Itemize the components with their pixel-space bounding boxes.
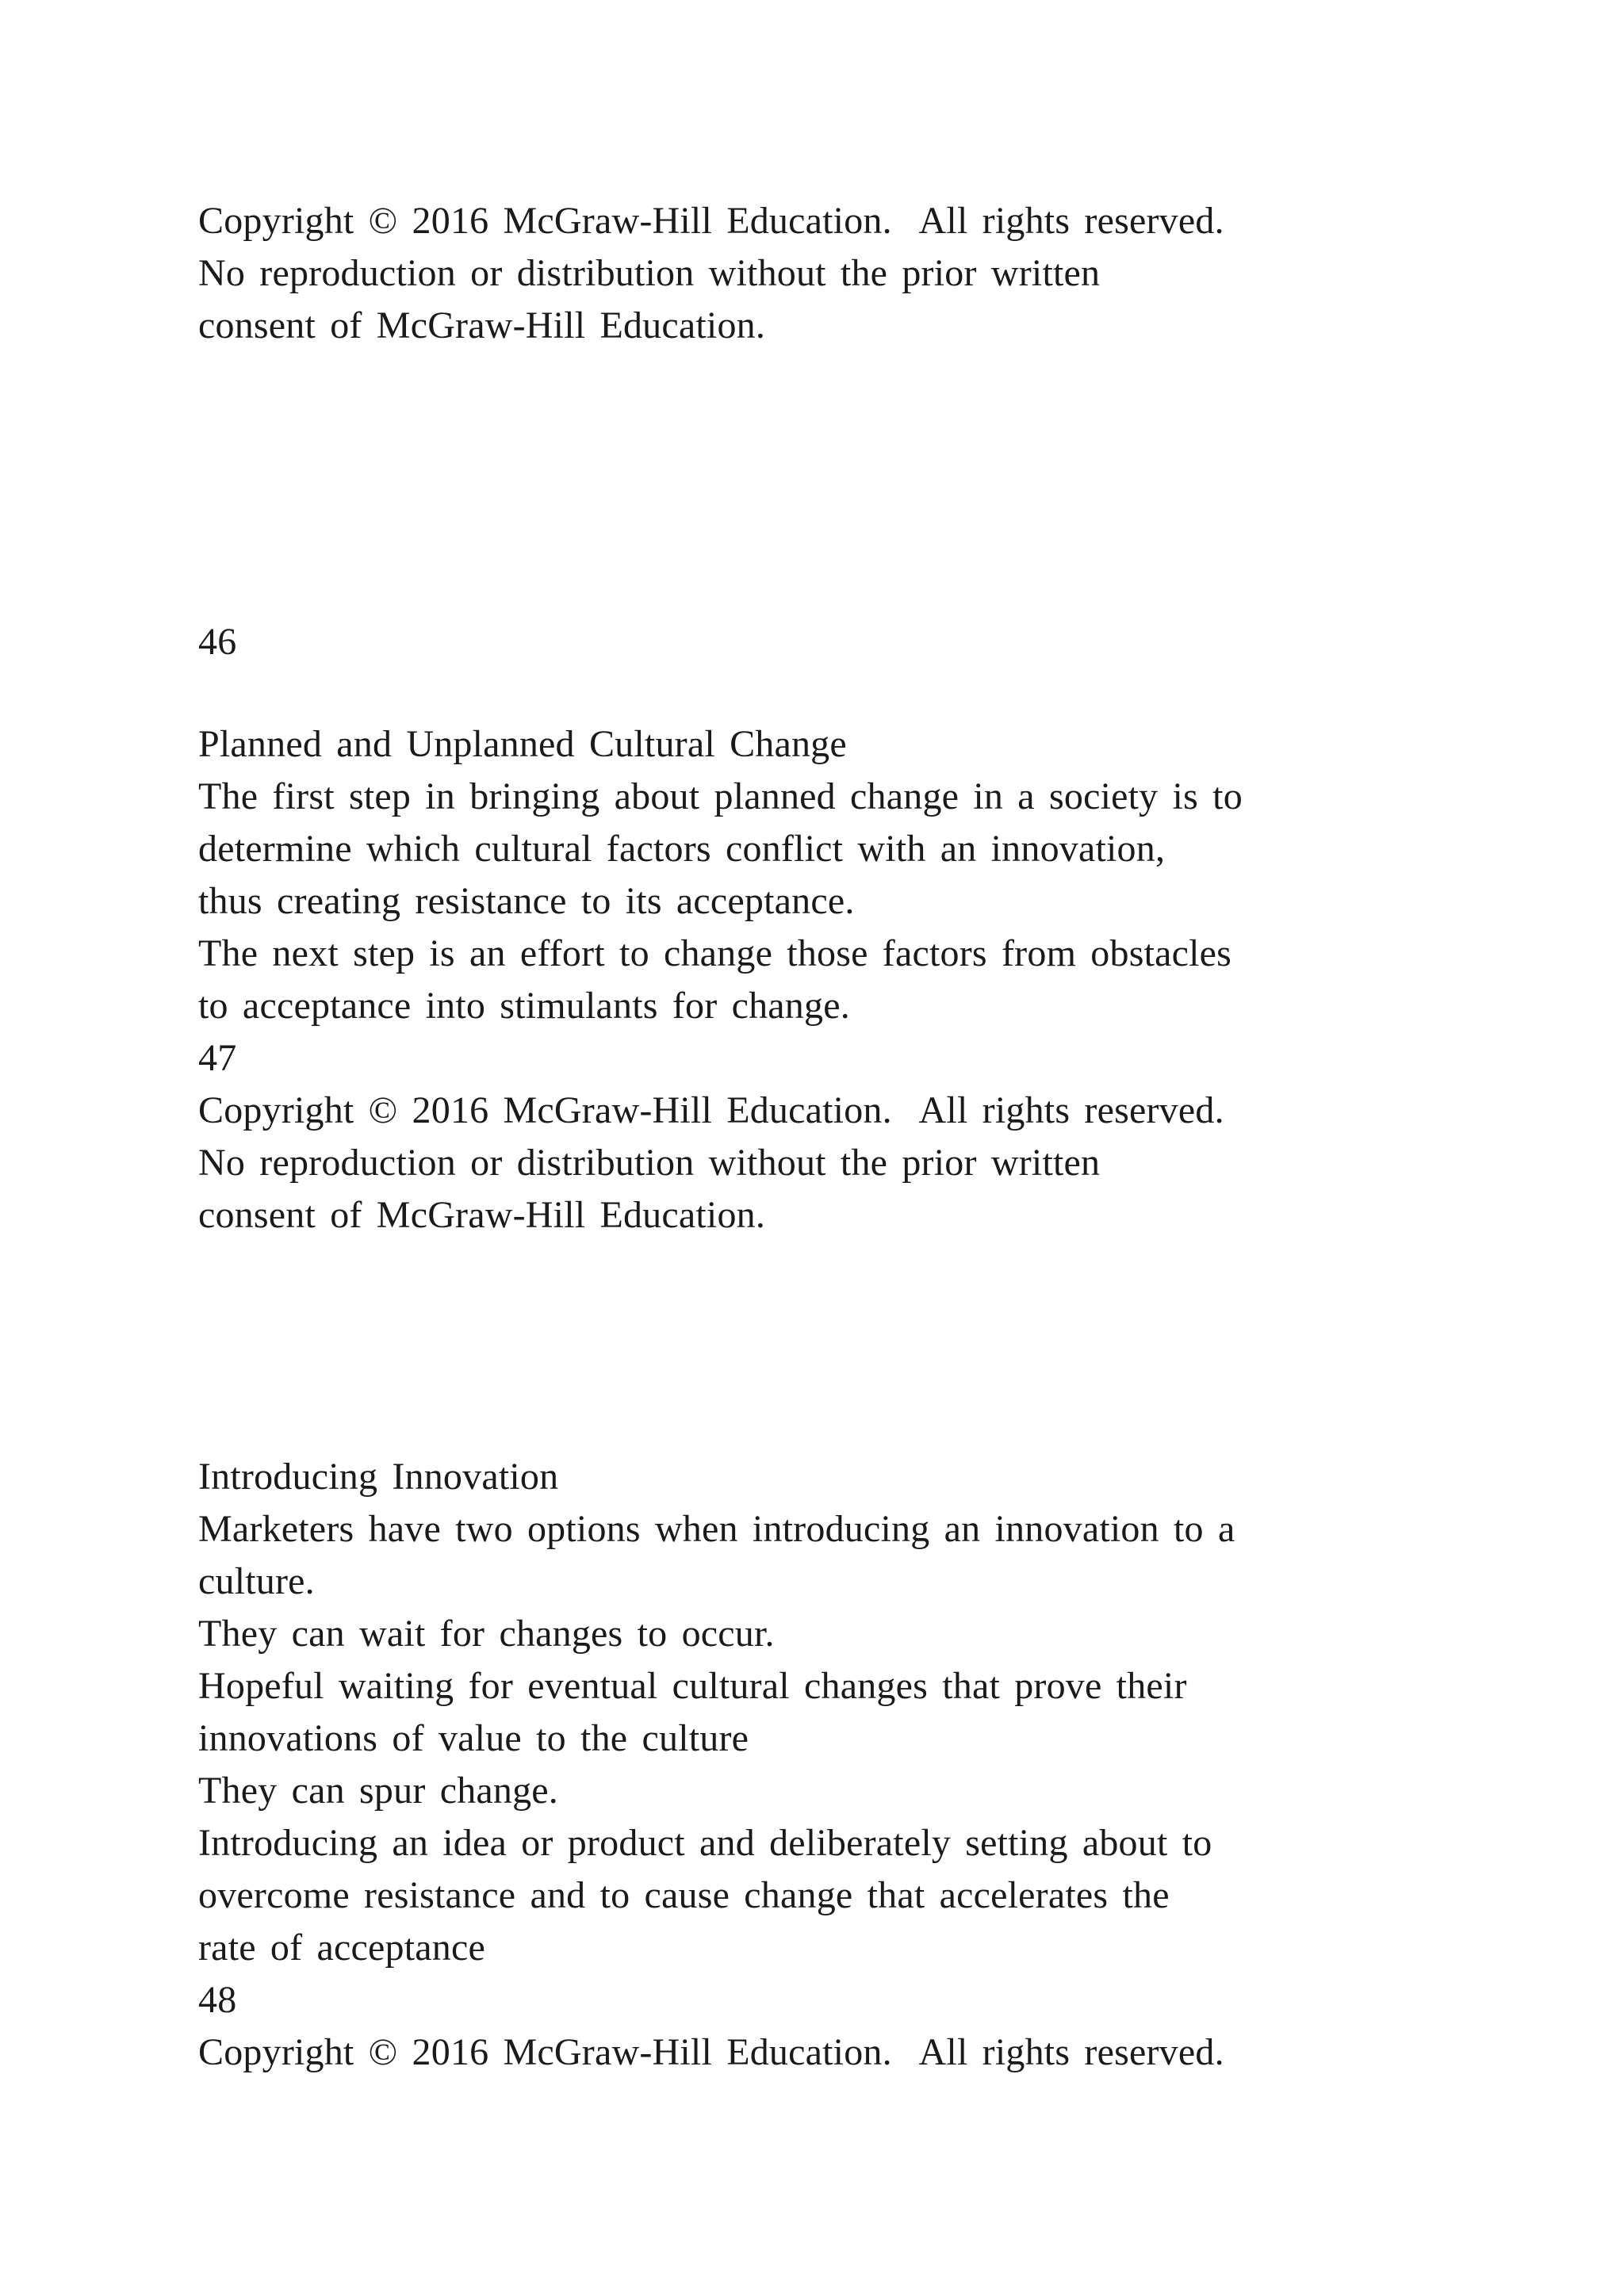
- body-line: innovations of value to the culture: [198, 1717, 749, 1759]
- body-line: Introducing an idea or product and deliberately setting about to: [198, 1822, 1212, 1864]
- body-line: overcome resistance and to cause change that accelerates the: [198, 1874, 1170, 1916]
- body-line: They can spur change.: [198, 1770, 559, 1812]
- copyright-line: Copyright © 2016 McGraw-Hill Education. All rights reserved.: [198, 2031, 1224, 2073]
- slide-title: Introducing Innovation: [198, 1456, 559, 1498]
- body-line: Hopeful waiting for eventual cultural changes that prove their: [198, 1665, 1187, 1707]
- slide-title: Planned and Unplanned Cultural Change: [198, 723, 847, 765]
- copyright-line: Copyright © 2016 McGraw-Hill Education. All rights reserved.: [198, 200, 1224, 242]
- body-line: culture.: [198, 1560, 315, 1602]
- copyright-line: No reproduction or distribution without the prior written: [198, 1142, 1101, 1184]
- body-line: The first step in bringing about planned change in a society is to: [198, 775, 1243, 817]
- slide-number: 48: [198, 1979, 237, 2021]
- body-line: thus creating resistance to its acceptance.: [198, 880, 855, 922]
- body-line: They can wait for changes to occur.: [198, 1613, 775, 1655]
- copyright-line: consent of McGraw-Hill Education.: [198, 1194, 766, 1236]
- body-line: The next step is an effort to change those factors from obstacles: [198, 932, 1232, 974]
- body-line: Marketers have two options when introducing an innovation to a: [198, 1508, 1235, 1550]
- copyright-line: Copyright © 2016 McGraw-Hill Education. All rights reserved.: [198, 1089, 1224, 1131]
- copyright-line: consent of McGraw-Hill Education.: [198, 304, 766, 346]
- body-line: to acceptance into stimulants for change.: [198, 985, 850, 1027]
- body-line: determine which cultural factors conflict with an innovation,: [198, 828, 1166, 870]
- slide-number: 46: [198, 621, 237, 663]
- body-line: rate of acceptance: [198, 1927, 485, 1969]
- copyright-line: No reproduction or distribution without the prior written: [198, 252, 1101, 294]
- slide-number: 47: [198, 1037, 237, 1079]
